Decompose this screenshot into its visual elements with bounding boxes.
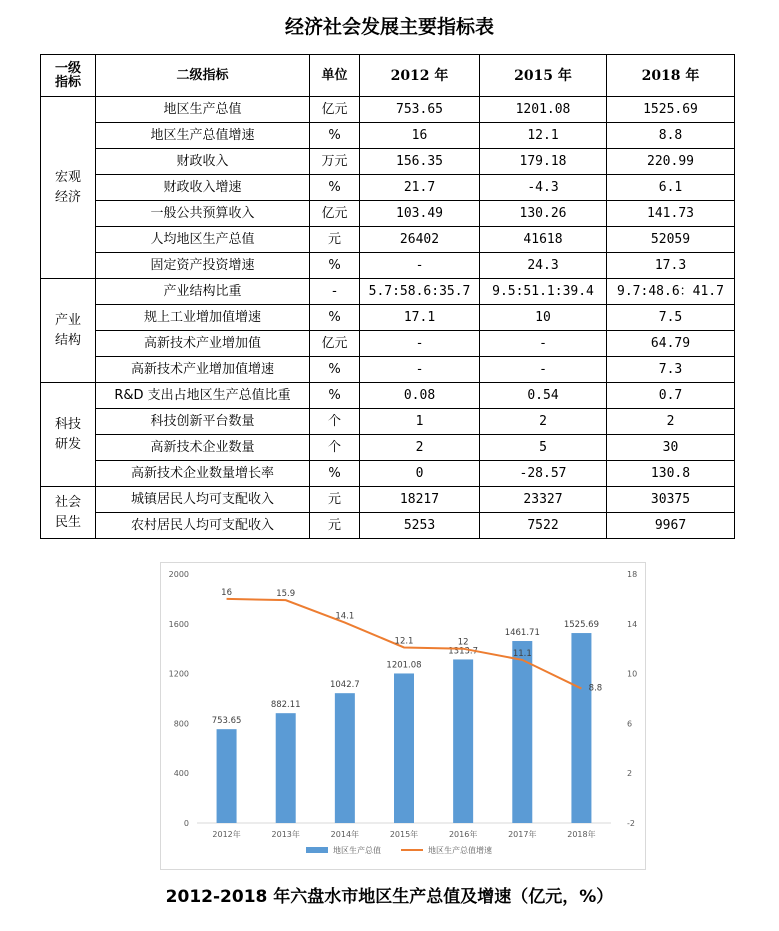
bar-data-label: 753.65 (211, 716, 242, 727)
category-cell: 产业 结构 (41, 279, 96, 383)
indicator-name-cell: 一般公共预算收入 (96, 201, 310, 227)
unit-cell: % (310, 383, 360, 409)
gdp-chart-svg (161, 563, 645, 869)
chart-caption: 2012-2018 年六盘水市地区生产总值及增速（亿元，%） (165, 887, 614, 907)
value-2015-cell: 7522 (480, 513, 607, 539)
table-row (41, 175, 735, 201)
value-2018-cell: 8.8 (607, 123, 735, 149)
indicator-name-cell: 高新技术产业增加值增速 (96, 357, 310, 383)
table-row (41, 487, 735, 513)
header-primary-indicator: 一级 指标 (41, 55, 96, 97)
y-right-tick-label: 6 (627, 719, 633, 729)
unit-cell: 亿元 (310, 201, 360, 227)
value-2012-cell: 17.1 (360, 305, 480, 331)
value-2018-cell: 220.99 (607, 149, 735, 175)
line-data-label: 12.1 (394, 636, 414, 647)
bar (453, 659, 473, 823)
value-2015-cell: - (480, 331, 607, 357)
x-tick-label: 2018年 (567, 830, 596, 839)
table-header-row (41, 55, 735, 97)
indicator-name-cell: 人均地区生产总值 (96, 227, 310, 253)
category-cell: 宏观 经济 (41, 97, 96, 279)
header-2018: 2018 年 (607, 55, 735, 97)
y-left-tick-label: 1200 (168, 669, 189, 679)
value-2015-cell: 9.5:51.1:39.4 (480, 279, 607, 305)
indicator-table (40, 54, 735, 539)
x-tick-label: 2014年 (330, 830, 360, 839)
line-data-label: 16 (221, 587, 232, 598)
value-2015-cell: 23327 (480, 487, 607, 513)
value-2015-cell: 0.54 (480, 383, 607, 409)
y-left-tick-label: 1600 (168, 619, 189, 629)
value-2015-cell: 1201.08 (480, 97, 607, 123)
value-2018-cell: 7.5 (607, 305, 735, 331)
value-2015-cell: -4.3 (480, 175, 607, 201)
value-2015-cell: 2 (480, 409, 607, 435)
value-2015-cell: 41618 (480, 227, 607, 253)
bar-data-label: 1525.69 (563, 620, 600, 631)
value-2012-cell: 753.65 (360, 97, 480, 123)
y-right-tick-label: 14 (627, 619, 638, 629)
table-row (41, 123, 735, 149)
bar-data-label: 1201.08 (386, 660, 422, 671)
bar (571, 633, 591, 823)
table-row (41, 253, 735, 279)
bar (276, 713, 296, 823)
unit-cell: % (310, 305, 360, 331)
unit-cell: 个 (310, 435, 360, 461)
value-2012-cell: - (360, 331, 480, 357)
unit-cell: 亿元 (310, 331, 360, 357)
value-2015-cell: 10 (480, 305, 607, 331)
table-row (41, 149, 735, 175)
legend-bar-swatch (306, 847, 328, 853)
value-2018-cell: 9.7:48.6：41.7 (607, 279, 735, 305)
value-2012-cell: 26402 (360, 227, 480, 253)
line-data-label: 14.1 (335, 611, 355, 622)
y-left-tick-label: 0 (183, 819, 189, 828)
value-2012-cell: 103.49 (360, 201, 480, 227)
y-left-tick-label: 2000 (168, 570, 189, 579)
indicator-name-cell: 农村居民人均可支配收入 (96, 513, 310, 539)
value-2018-cell: 141.73 (607, 201, 735, 227)
x-tick-label: 2016年 (448, 830, 478, 839)
category-cell: 社会 民生 (41, 487, 96, 539)
indicator-name-cell: 高新技术企业数量 (96, 435, 310, 461)
unit-cell: % (310, 461, 360, 487)
value-2012-cell: 0.08 (360, 383, 480, 409)
value-2015-cell: 179.18 (480, 149, 607, 175)
indicator-name-cell: 高新技术企业数量增长率 (96, 461, 310, 487)
unit-cell: 亿元 (310, 97, 360, 123)
table-row (41, 331, 735, 357)
value-2018-cell: 64.79 (607, 331, 735, 357)
bar (394, 673, 414, 823)
table-row (41, 383, 735, 409)
indicator-name-cell: 科技创新平台数量 (96, 409, 310, 435)
value-2018-cell: 7.3 (607, 357, 735, 383)
unit-cell: 万元 (310, 149, 360, 175)
value-2018-cell: 2 (607, 409, 735, 435)
value-2018-cell: 30 (607, 435, 735, 461)
table-row (41, 435, 735, 461)
table-row (41, 97, 735, 123)
value-2012-cell: - (360, 357, 480, 383)
value-2012-cell: 0 (360, 461, 480, 487)
bar (217, 729, 237, 823)
y-right-tick-label: 18 (627, 570, 638, 579)
line-data-label: 15.9 (276, 589, 296, 600)
value-2012-cell: 2 (360, 435, 480, 461)
value-2018-cell: 9967 (607, 513, 735, 539)
table-row (41, 227, 735, 253)
table-row (41, 201, 735, 227)
y-right-tick-label: 10 (627, 669, 638, 679)
value-2015-cell: 5 (480, 435, 607, 461)
value-2015-cell: 130.26 (480, 201, 607, 227)
value-2012-cell: 5.7:58.6:35.7 (360, 279, 480, 305)
x-tick-label: 2015年 (389, 830, 419, 839)
x-tick-label: 2017年 (508, 830, 537, 839)
gdp-chart (160, 562, 646, 870)
unit-cell: % (310, 253, 360, 279)
line-data-label: 8.8 (588, 683, 603, 694)
unit-cell: % (310, 357, 360, 383)
value-2018-cell: 1525.69 (607, 97, 735, 123)
table-row (41, 357, 735, 383)
unit-cell: 元 (310, 513, 360, 539)
value-2018-cell: 30375 (607, 487, 735, 513)
value-2018-cell: 0.7 (607, 383, 735, 409)
header-2015: 2015 年 (480, 55, 607, 97)
value-2015-cell: 24.3 (480, 253, 607, 279)
y-right-tick-label: 2 (627, 769, 633, 779)
unit-cell: 元 (310, 487, 360, 513)
value-2015-cell: 12.1 (480, 123, 607, 149)
value-2015-cell: -28.57 (480, 461, 607, 487)
table-row (41, 513, 735, 539)
unit-cell: % (310, 175, 360, 201)
bar (512, 641, 532, 823)
line-data-label: 11.1 (512, 648, 532, 659)
page-title: 经济社会发展主要指标表 (284, 16, 494, 38)
value-2012-cell: - (360, 253, 480, 279)
indicator-name-cell: 高新技术产业增加值 (96, 331, 310, 357)
value-2012-cell: 156.35 (360, 149, 480, 175)
y-left-tick-label: 800 (173, 719, 189, 729)
bar (335, 693, 355, 823)
bar-data-label: 1313.7 (448, 646, 479, 657)
indicator-name-cell: 固定资产投资增速 (96, 253, 310, 279)
value-2012-cell: 5253 (360, 513, 480, 539)
unit-cell: - (310, 279, 360, 305)
table-row (41, 279, 735, 305)
indicator-name-cell: 产业结构比重 (96, 279, 310, 305)
bar-data-label: 882.11 (270, 700, 301, 711)
legend-line-label: 地区生产总值增速 (428, 846, 492, 855)
table-row (41, 409, 735, 435)
indicator-name-cell: 财政收入 (96, 149, 310, 175)
unit-cell: % (310, 123, 360, 149)
value-2012-cell: 1 (360, 409, 480, 435)
indicator-name-cell: R&D 支出占地区生产总值比重 (96, 383, 310, 409)
indicator-name-cell: 规上工业增加值增速 (96, 305, 310, 331)
value-2018-cell: 6.1 (607, 175, 735, 201)
category-cell: 科技 研发 (41, 383, 96, 487)
value-2012-cell: 21.7 (360, 175, 480, 201)
legend-bar-label: 地区生产总值 (333, 846, 381, 855)
table-row (41, 305, 735, 331)
table-body (41, 97, 735, 539)
indicator-name-cell: 财政收入增速 (96, 175, 310, 201)
y-right-tick-label: -2 (627, 819, 635, 828)
value-2018-cell: 52059 (607, 227, 735, 253)
value-2012-cell: 18217 (360, 487, 480, 513)
unit-cell: 个 (310, 409, 360, 435)
value-2012-cell: 16 (360, 123, 480, 149)
bar-data-label: 1461.71 (504, 628, 540, 639)
x-tick-label: 2013年 (271, 830, 300, 839)
indicator-name-cell: 地区生产总值 (96, 97, 310, 123)
indicator-name-cell: 地区生产总值增速 (96, 123, 310, 149)
x-tick-label: 2012年 (212, 830, 241, 839)
line-data-label: 12 (457, 637, 469, 648)
header-unit: 单位 (310, 55, 360, 97)
unit-cell: 元 (310, 227, 360, 253)
value-2018-cell: 130.8 (607, 461, 735, 487)
header-secondary-indicator: 二级指标 (96, 55, 310, 97)
bar-data-label: 1042.7 (329, 680, 360, 691)
y-left-tick-label: 400 (173, 769, 189, 779)
value-2015-cell: - (480, 357, 607, 383)
indicator-name-cell: 城镇居民人均可支配收入 (96, 487, 310, 513)
table-row (41, 461, 735, 487)
value-2018-cell: 17.3 (607, 253, 735, 279)
header-2012: 2012 年 (360, 55, 480, 97)
